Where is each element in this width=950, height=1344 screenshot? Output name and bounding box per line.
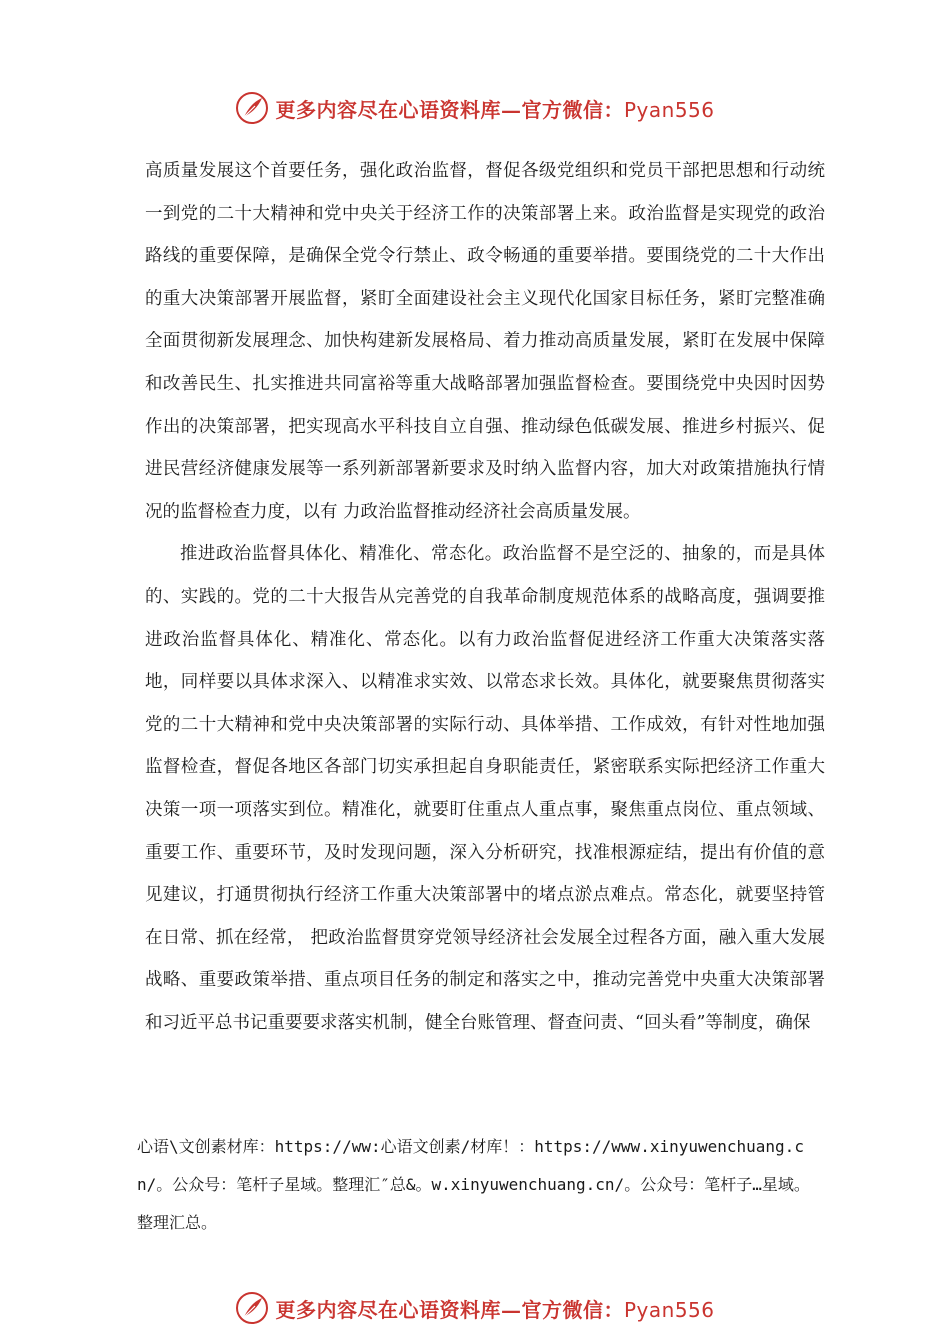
feather-pen-logo-icon bbox=[235, 1291, 269, 1325]
bottom-banner bbox=[0, 1286, 950, 1330]
top-banner bbox=[0, 86, 950, 130]
paragraph-1: 高质量发展这个首要任务，强化政治监督，督促各级党组织和党员干部把思想和行动统一到党的二十大精神和党中央关于经济工作的决策部署上来。政治监督是实现党的政治路线的重要保障，是确保全党令行禁止、政令畅通的重要举措。要围绕党的二十大作出的重大决策部署开展监督，紧盯全面建设社会主义现代化国家目标任务，紧盯完整准确全面贯彻新发展理念、加快构建新发展格局、着力推动高质量发展，紧盯在发展中保障和改善民生、扎实推进共同富裕等重大战略部署加强监督检查。要围绕党中央因时因势作出的决策部署，把实现高水平科技自立自强、推动绿色低碳发展、推进乡村振兴、促进民营经济健康发展等一系列新部署新要求及时纳入监督内容，加大对政策措施执行情况的监督检查力度，以有 力政治监督推动经济社会高质量发展。 bbox=[145, 161, 825, 522]
source-note: 心语\文创素材库：https://ww:心语文创素/材库！：https://www.xinyuwenchuang.cn/。公众号：笔杆子星域。整理汇″总&。w.xinyuwenchuang.cn/。公众号：笔杆子…星域。整理汇总。 bbox=[137, 1137, 810, 1232]
wechat-id: Pyan556 bbox=[623, 97, 715, 122]
banner-content bbox=[235, 91, 714, 125]
banner-content bbox=[235, 1291, 714, 1325]
banner-text: 更多内容尽在心语资料库—官方微信：Pyan556 bbox=[275, 1297, 715, 1322]
paragraph-2: 推进政治监督具体化、精准化、常态化。政治监督不是空泛的、抽象的，而是具体的、实践的。党的二十大报告从完善党的自我革命制度规范体系的战略高度，强调要推进政治监督具体化、精准化、常态化。以有力政治监督促进经济工作重大决策落实落地，同样要以具体求深入、以精准求实效、以常态求长效。具体化，就要聚焦贯彻落实党的二十大精神和党中央决策部署的实际行动、具体举措、工作成效，有针对性地加强监督检查，督促各地区各部门切实承担起自身职能责任，紧密联系实际把经济工作重大决策一项一项落实到位。精准化，就要盯住重点人重点事，聚焦重点岗位、重点领域、重要工作、重要环节，及时发现问题，深入分析研究，找准根源症结，提出有价值的意见建议，打通贯彻执行经济工作重大决策部署中的堵点淤点难点。常态化，就要坚持管在日常、抓在经常， 把政治监督贯穿党领导经济社会发展全过程各方面，融入重大发展战略、重要政策举措、重点项目任务的制定和落实之中，推动完善党中央重大决策部署和习近平总书记重要要求落实机制，健全台账管理、督查问责、“回头看”等制度，确保 bbox=[145, 544, 825, 1033]
banner-text: 更多内容尽在心语资料库—官方微信：Pyan556 bbox=[275, 97, 715, 122]
feather-pen-logo-icon bbox=[235, 91, 269, 125]
wechat-id: Pyan556 bbox=[623, 1297, 715, 1322]
document-body bbox=[145, 150, 825, 1044]
